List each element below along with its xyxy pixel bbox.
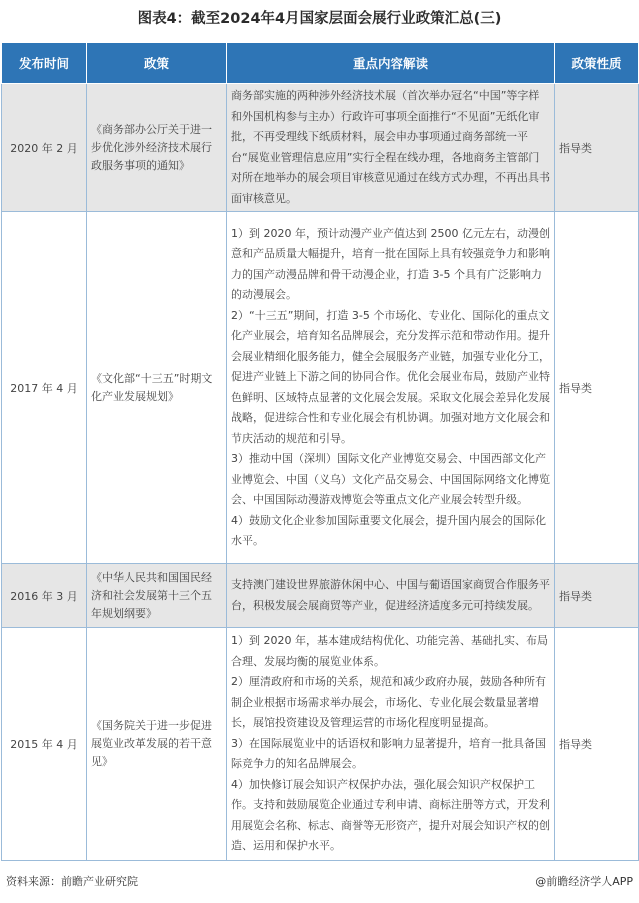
- header-policy: 政策: [87, 43, 227, 84]
- row-nature: 指导类: [555, 212, 639, 564]
- row-policy: 《国务院关于进一步促进展览业改革发展的若干意见》: [87, 628, 227, 861]
- page-title: 图表4：截至2024年4月国家层面会展行业政策汇总(三): [137, 11, 502, 27]
- content-item: 3）推动中国（深圳）国际文化产业博览交易会、中国西部文化产业博览会、中国（义乌）文化产品交易会、中国国际网络文化博览会、中国国际动漫游戏博览会等重点文化产业展会转型升级。: [231, 452, 550, 506]
- policy-table: [1, 42, 639, 861]
- header-nature: 政策性质: [555, 43, 639, 84]
- row-nature: 指导类: [555, 84, 639, 212]
- row-date: 2016 年 3 月: [2, 564, 87, 628]
- table-header-row: [2, 43, 639, 84]
- row-content: [227, 84, 555, 212]
- content-item: 商务部实施的两种涉外经济技术展（首次举办冠名“中国”等字样和外国机构参与主办）行政许可事项全面推行“不见面”无纸化审批，不再受理线下纸质材料，展会申办事项通过商务部统一平台“展览业管理信息应用”实行全程在线办理，各地商务主管部门对所在地举办的展会项目审核意见通过在线方式办理，不再出具书面审核意见。: [231, 89, 550, 205]
- content-item: 支持澳门建设世界旅游休闲中心、中国与葡语国家商贸合作服务平台，积极发展会展商贸等产业，促进经济适度多元可持续发展。: [231, 578, 550, 612]
- row-date: 2020 年 2 月: [2, 84, 87, 212]
- header-date: 发布时间: [2, 43, 87, 84]
- row-policy: 《中华人民共和国国民经济和社会发展第十三个五年规划纲要》: [87, 564, 227, 628]
- table-row: [2, 212, 639, 564]
- row-nature: 指导类: [555, 564, 639, 628]
- content-item: 4）鼓励文化企业参加国际重要文化展会，提升国内展会的国际化水平。: [231, 513, 546, 547]
- table-row: [2, 84, 639, 212]
- table-row: [2, 628, 639, 861]
- row-policy: 《文化部“十三五”时期文化产业发展规划》: [87, 212, 227, 564]
- content-item: 2）“十三五”期间，打造 3-5 个市场化、专业化、国际化的重点文化产业展会，培育知名品牌展会，充分发挥示范和带动作用。提升会展业精细化服务能力，健全会展服务产业链，加强专业化分工，促进产业链上下游之间的协同合作。优化会展业布局，鼓励产业特色鲜明、区域特点显著的文化展会发展。采取文化展会差异化发展战略，促进综合性和专业化展会有机协调。加强对地方文化展会和节庆活动的规范和引导。: [231, 308, 550, 445]
- row-content: [227, 564, 555, 628]
- content-item: 1）到 2020 年，基本建成结构优化、功能完善、基础扎实、布局合理、发展均衡的展览业体系。: [231, 634, 548, 668]
- source-note: 资料来源：前瞻产业研究院: [6, 875, 138, 888]
- row-content: [227, 628, 555, 861]
- content-item: 1）到 2020 年，预计动漫产业产值达到 2500 亿元左右，动漫创意和产品质量大幅提升，培育一批在国际上具有较强竞争力和影响力的国产动漫品牌和骨干动漫企业，打造 3-5 个具有广泛影响力的动漫展会。: [231, 226, 550, 301]
- row-policy: 《商务部办公厅关于进一步优化涉外经济技术展行政服务事项的通知》: [87, 84, 227, 212]
- row-date: 2015 年 4 月: [2, 628, 87, 861]
- content-item: 2）厘清政府和市场的关系，规范和减少政府办展，鼓励各种所有制企业根据市场需求举办展会，市场化、专业化展会数量显著增长，展馆投资建设及管理运营的市场化程度明显提高。: [231, 675, 546, 730]
- header-content: 重点内容解读: [227, 43, 555, 84]
- content-item: 3）在国际展览业中的话语权和影响力显著提升，培育一批具备国际竞争力的知名品牌展会。: [231, 736, 546, 771]
- credit-note: @前瞻经济学人APP: [535, 875, 633, 888]
- row-content: [227, 212, 555, 564]
- row-nature: 指导类: [555, 628, 639, 861]
- content-item: 4）加快修订展会知识产权保护办法，强化展会知识产权保护工作。支持和鼓励展览企业通过专利申请、商标注册等方式，开发利用展览会名称、标志、商誉等无形资产，提升对展会知识产权的创造、运用和保护水平。: [231, 777, 550, 853]
- table-row: [2, 564, 639, 628]
- row-date: 2017 年 4 月: [2, 212, 87, 564]
